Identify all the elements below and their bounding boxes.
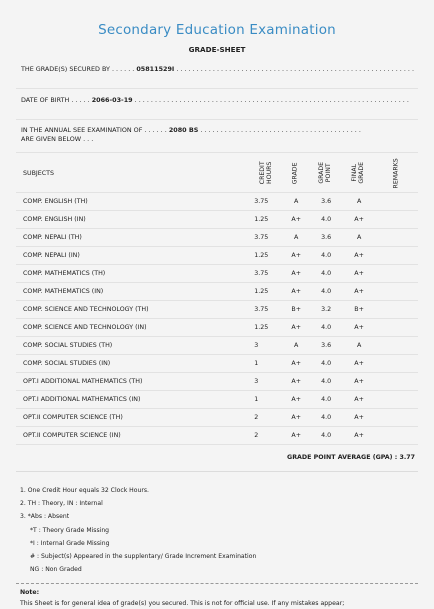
- final-grade-cell: A+: [342, 390, 376, 408]
- credit-cell: 3.75: [252, 192, 282, 210]
- final-grade-cell: A+: [342, 210, 376, 228]
- table-row: [16, 336, 418, 354]
- grade-cell: A+: [282, 210, 310, 228]
- grade-cell: A+: [282, 390, 310, 408]
- header-credit-hours: [252, 155, 282, 192]
- grade-point-cell: 3.6: [310, 192, 342, 210]
- grade-point-cell: 3.6: [310, 336, 342, 354]
- final-grade-cell: A: [342, 228, 376, 246]
- remarks-cell: [376, 390, 418, 408]
- final-grade-cell: A+: [342, 246, 376, 264]
- note-subitem: *T : Theory Grade Missing: [30, 526, 110, 534]
- final-grade-cell: A+: [342, 354, 376, 372]
- grades-table: [16, 155, 418, 472]
- exam-dots: . . . . . . . . . . . . . . . . . . . . . . . . . . . . . . . . . . . . . . . .: [200, 126, 361, 134]
- grade-point-cell: 4.0: [310, 354, 342, 372]
- note-subitem: *I : Internal Grade Missing: [30, 539, 110, 547]
- grades-secured-label: THE GRADE(S) SECURED BY . . . . . .: [21, 65, 135, 73]
- grade-point-cell: 4.0: [310, 426, 342, 444]
- remarks-cell: [376, 282, 418, 300]
- credit-cell: 3.75: [252, 228, 282, 246]
- note-item: 2. TH : Theory, IN : Internal: [20, 500, 103, 508]
- subject-cell: COMP. ENGLISH (TH): [16, 192, 252, 210]
- table-row: [16, 390, 418, 408]
- grade-point-cell: 4.0: [310, 246, 342, 264]
- remarks-cell: [376, 336, 418, 354]
- page-subtitle: GRADE-SHEET: [188, 45, 246, 54]
- grade-point-cell: 4.0: [310, 318, 342, 336]
- subject-cell: COMP. ENGLISH (IN): [16, 210, 252, 228]
- dob-value: 2066-03-19: [91, 96, 133, 104]
- final-grade-cell: A+: [342, 372, 376, 390]
- final-grade-cell: A+: [342, 408, 376, 426]
- remarks-cell: [376, 318, 418, 336]
- grade-cell: B+: [282, 300, 310, 318]
- grade-cell: A: [282, 336, 310, 354]
- page-title: Secondary Education Examination: [98, 22, 336, 38]
- symbol-number: 05811529I: [136, 65, 175, 73]
- credit-cell: 1: [252, 354, 282, 372]
- grade-point-cell: 4.0: [310, 372, 342, 390]
- grade-point-cell: 4.0: [310, 264, 342, 282]
- table-row: [16, 426, 418, 444]
- exam-line: [21, 126, 416, 144]
- header-credit-hours-label: CREDIT HOURS: [259, 161, 274, 185]
- divider: [16, 152, 418, 153]
- credit-cell: 3.75: [252, 300, 282, 318]
- grade-point-cell: 3.6: [310, 228, 342, 246]
- table-row: [16, 408, 418, 426]
- grade-point-cell: 4.0: [310, 282, 342, 300]
- final-grade-cell: A: [342, 192, 376, 210]
- credit-cell: 1.25: [252, 318, 282, 336]
- table-row: [16, 228, 418, 246]
- dob-label: DATE OF BIRTH . . . . .: [21, 96, 90, 104]
- subject-cell: COMP. MATHEMATICS (TH): [16, 264, 252, 282]
- credit-cell: 1.25: [252, 246, 282, 264]
- table-row: [16, 210, 418, 228]
- grade-sheet: [16, 0, 418, 609]
- header-grade: [282, 155, 310, 192]
- table-row: [16, 318, 418, 336]
- remarks-cell: [376, 264, 418, 282]
- header-remarks-label: REMARKS: [392, 158, 400, 189]
- grade-cell: A: [282, 228, 310, 246]
- grade-cell: A+: [282, 246, 310, 264]
- grade-cell: A: [282, 192, 310, 210]
- subject-cell: COMP. MATHEMATICS (IN): [16, 282, 252, 300]
- grade-cell: A+: [282, 318, 310, 336]
- grade-point-cell: 4.0: [310, 390, 342, 408]
- header-final-grade-label: FINAL GRADE: [351, 162, 366, 185]
- note-subitem: # : Subject(s) Appeared in the supplentary/ Grade Increment Examination: [30, 553, 257, 561]
- footer-note-text: This Sheet is for general idea of grade(s) you secured. This is not for official use. If any mistakes appear;: [20, 600, 345, 607]
- table-row: [16, 192, 418, 210]
- remarks-cell: [376, 228, 418, 246]
- note-item: 3. *Abs : Absent: [20, 513, 70, 521]
- final-grade-cell: B+: [342, 300, 376, 318]
- grades-secured-dots: . . . . . . . . . . . . . . . . . . . . . . . . . . . . . . . . . . . . . . . . . . . . . . . . . . . . . . . . . . .: [176, 65, 415, 73]
- grade-point-cell: 4.0: [310, 408, 342, 426]
- subject-cell: COMP. SCIENCE AND TECHNOLOGY (TH): [16, 300, 252, 318]
- subject-cell: COMP. NEPALI (IN): [16, 246, 252, 264]
- credit-cell: 3: [252, 336, 282, 354]
- credit-cell: 1: [252, 390, 282, 408]
- credit-cell: 3.75: [252, 264, 282, 282]
- table-row: [16, 246, 418, 264]
- subject-cell: COMP. SOCIAL STUDIES (IN): [16, 354, 252, 372]
- gpa-text: GRADE POINT AVERAGE (GPA) : 3.77: [16, 444, 418, 471]
- exam-tail: ARE GIVEN BELOW . . .: [21, 135, 94, 143]
- subject-cell: COMP. SOCIAL STUDIES (TH): [16, 336, 252, 354]
- divider: [16, 88, 418, 89]
- subject-cell: OPT.II COMPUTER SCIENCE (TH): [16, 408, 252, 426]
- final-grade-cell: A+: [342, 318, 376, 336]
- dob-line: [21, 96, 416, 105]
- header-grade-point: [310, 155, 342, 192]
- grade-cell: A+: [282, 372, 310, 390]
- subject-cell: COMP. SCIENCE AND TECHNOLOGY (IN): [16, 318, 252, 336]
- grade-cell: A+: [282, 264, 310, 282]
- dob-dots: . . . . . . . . . . . . . . . . . . . . . . . . . . . . . . . . . . . . . . . . . . . . . . . . . . . . . . . . . . . . . . . . . . . .: [134, 96, 409, 104]
- header-grade-label: GRADE: [291, 162, 299, 185]
- remarks-cell: [376, 354, 418, 372]
- grade-point-cell: 3.2: [310, 300, 342, 318]
- subject-cell: COMP. NEPALI (TH): [16, 228, 252, 246]
- footer-note-title: Note:: [20, 589, 40, 596]
- subject-cell: OPT.I ADDITIONAL MATHEMATICS (TH): [16, 372, 252, 390]
- credit-cell: 1.25: [252, 282, 282, 300]
- credit-cell: 3: [252, 372, 282, 390]
- header-remarks: [376, 155, 418, 192]
- table-row: [16, 300, 418, 318]
- remarks-cell: [376, 300, 418, 318]
- remarks-cell: [376, 246, 418, 264]
- grade-cell: A+: [282, 282, 310, 300]
- final-grade-cell: A: [342, 336, 376, 354]
- remarks-cell: [376, 192, 418, 210]
- grade-point-cell: 4.0: [310, 210, 342, 228]
- table-row: [16, 264, 418, 282]
- table-row: [16, 372, 418, 390]
- header-final-grade: [342, 155, 376, 192]
- notes-list: [20, 484, 256, 576]
- grade-cell: A+: [282, 426, 310, 444]
- credit-cell: 2: [252, 408, 282, 426]
- divider: [16, 119, 418, 120]
- footer-divider: [16, 583, 418, 584]
- subject-cell: OPT.I ADDITIONAL MATHEMATICS (IN): [16, 390, 252, 408]
- credit-cell: 2: [252, 426, 282, 444]
- table-header-row: [16, 155, 418, 192]
- header-subjects: SUBJECTS: [16, 155, 252, 192]
- grade-cell: A+: [282, 354, 310, 372]
- note-item: 1. One Credit Hour equals 32 Clock Hours.: [20, 487, 149, 494]
- remarks-cell: [376, 408, 418, 426]
- exam-year: 2080 BS: [168, 126, 199, 134]
- gpa-row: [16, 444, 418, 471]
- final-grade-cell: A+: [342, 426, 376, 444]
- header-grade-point-label: GRADE POINT: [318, 162, 333, 185]
- credit-cell: 1.25: [252, 210, 282, 228]
- grade-cell: A+: [282, 408, 310, 426]
- grades-secured-line: [21, 65, 416, 74]
- remarks-cell: [376, 210, 418, 228]
- exam-label: IN THE ANNUAL SEE EXAMINATION OF . . . . . .: [21, 126, 167, 134]
- table-row: [16, 354, 418, 372]
- table-row: [16, 282, 418, 300]
- note-subitem: NG : Non Graded: [30, 566, 82, 574]
- remarks-cell: [376, 426, 418, 444]
- final-grade-cell: A+: [342, 264, 376, 282]
- remarks-cell: [376, 372, 418, 390]
- subject-cell: OPT.II COMPUTER SCIENCE (IN): [16, 426, 252, 444]
- final-grade-cell: A+: [342, 282, 376, 300]
